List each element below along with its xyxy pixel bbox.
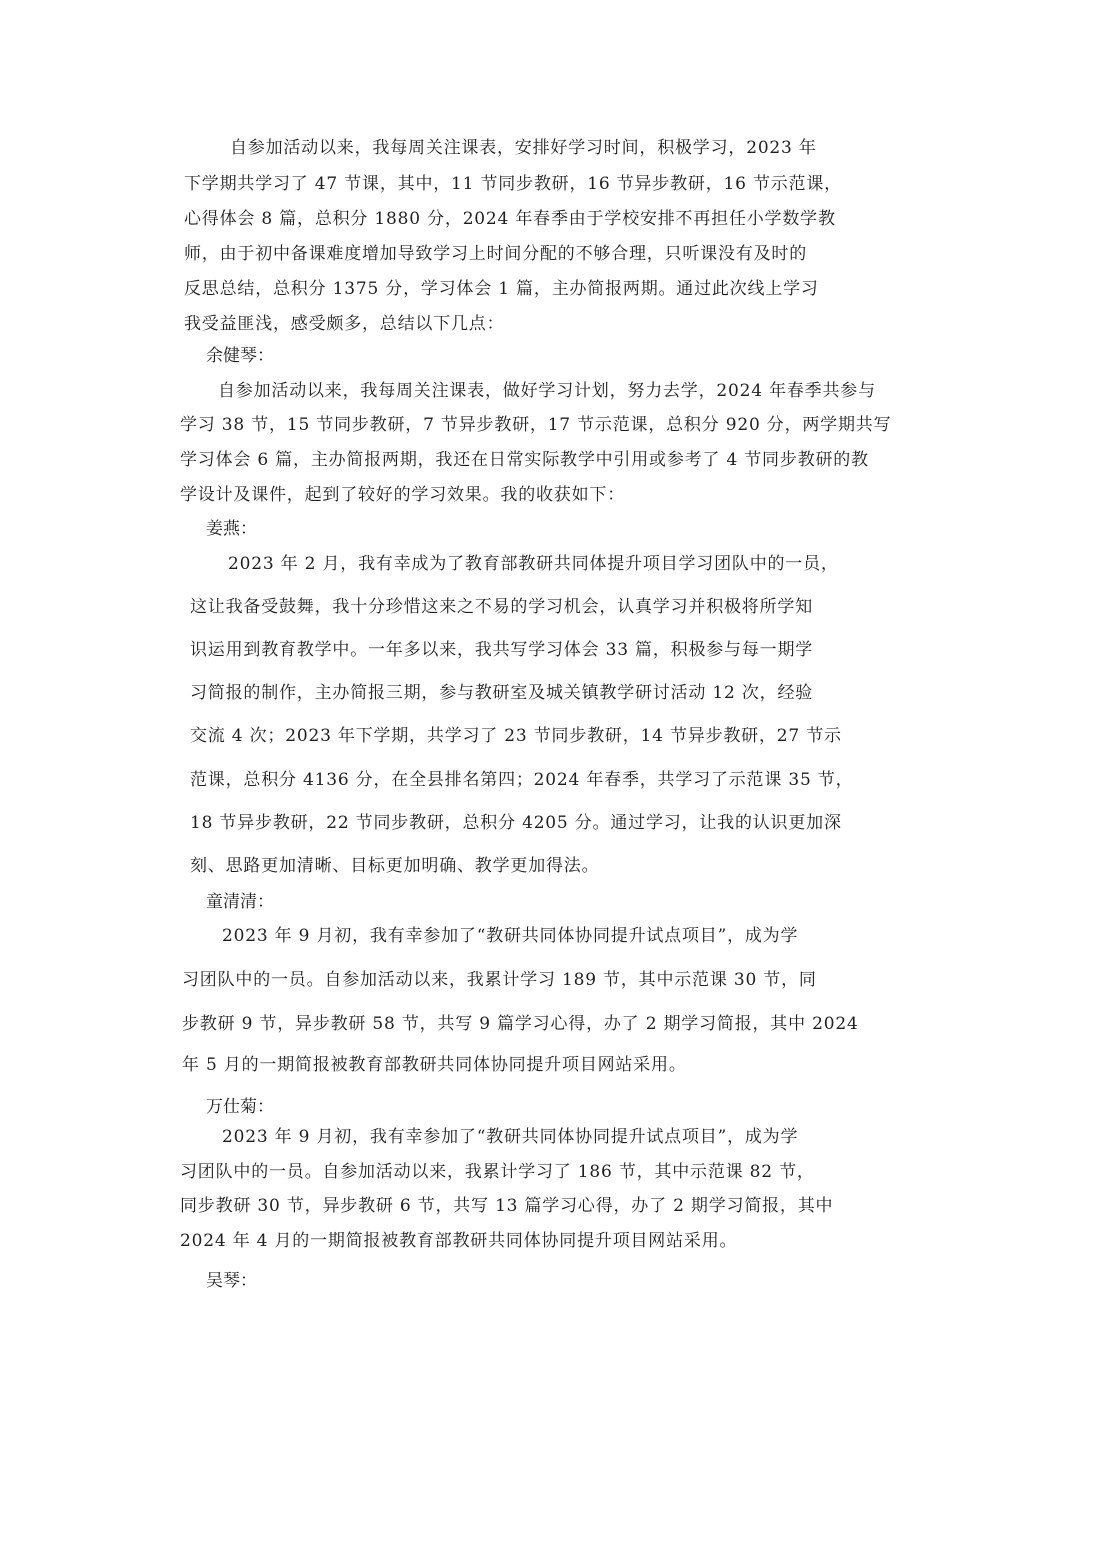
- paragraph-line: 2023 年 2 月，我有幸成为了教育部教研共同体提升项目学习团队中的一员，: [228, 554, 839, 574]
- paragraph-line: 学习 38 节，15 节同步教研，7 节异步教研，17 节示范课，总积分 920 分，两学期共写: [180, 415, 892, 435]
- paragraph-line: 学习体会 6 篇，主办简报两期，我还在日常实际教学中引用或参考了 4 节同步教研的教: [180, 450, 869, 470]
- paragraph-line: 心得体会 8 篇，总积分 1880 分，2024 年春季由于学校安排不再担任小学数学教: [184, 209, 836, 229]
- paragraph-line: 年 5 月的一期简报被教育部教研共同体协同提升项目网站采用。: [182, 1055, 687, 1075]
- paragraph-line: 我受益匪浅，感受颇多，总结以下几点：: [184, 314, 505, 334]
- paragraph-line: 习简报的制作，主办简报三期，参与教研室及城关镇教学研讨活动 12 次，经验: [190, 683, 814, 703]
- paragraph-line: 刻、思路更加清晰、目标更加明确、教学更加得法。: [190, 856, 600, 876]
- paragraph-line: 18 节异步教研，22 节同步教研，总积分 4205 分。通过学习，让我的认识更加深: [190, 813, 842, 833]
- paragraph-line: 2024 年 4 月的一期简报被教育部教研共同体协同提升项目网站采用。: [180, 1231, 738, 1251]
- paragraph-line: 自参加活动以来，我每周关注课表，做好学习计划，努力去学，2024 年春季共参与: [218, 381, 876, 401]
- paragraph-line: 自参加活动以来，我每周关注课表，安排好学习时间，积极学习，2023 年: [230, 138, 817, 158]
- paragraph-line: 步教研 9 节，异步教研 58 节，共写 9 篇学习心得，办了 2 期学习简报，其中 2024: [182, 1014, 859, 1034]
- paragraph-line: 反思总结，总积分 1375 分，学习体会 1 篇，主办简报两期。通过此次线上学习: [184, 279, 819, 299]
- teacher-name: 万仕菊：: [206, 1097, 274, 1117]
- paragraph-line: 2023 年 9 月初，我有幸参加了“教研共同体协同提升试点项目”，成为学: [222, 1127, 799, 1147]
- teacher-name: 童清清：: [206, 892, 274, 912]
- paragraph-line: 同步教研 30 节，异步教研 6 节，共写 13 篇学习心得，办了 2 期学习简报，其中: [180, 1196, 834, 1216]
- paragraph-line: 学设计及课件，起到了较好的学习效果。我的收获如下：: [180, 485, 625, 505]
- paragraph-line: 交流 4 次；2023 年下学期，共学习了 23 节同步教研，14 节异步教研，27 节示: [190, 726, 842, 746]
- teacher-name: 吴琴：: [206, 1271, 257, 1291]
- teacher-name: 余健琴：: [206, 346, 274, 366]
- paragraph-line: 这让我备受鼓舞，我十分珍惜这来之不易的学习机会，认真学习并积极将所学知: [190, 597, 813, 617]
- paragraph-line: 识运用到教育教学中。一年多以来，我共写学习体会 33 篇，积极参与每一期学: [190, 640, 814, 660]
- paragraph-line: 师，由于初中备课难度增加导致学习上时间分配的不够合理，只听课没有及时的: [184, 244, 807, 264]
- paragraph-line: 习团队中的一员。自参加活动以来，我累计学习 189 节，其中示范课 30 节，同: [182, 970, 817, 990]
- paragraph-line: 习团队中的一员。自参加活动以来，我累计学习了 186 节，其中示范课 82 节，: [180, 1162, 815, 1182]
- paragraph-line: 下学期共学习了 47 节课，其中，11 节同步教研，16 节异步教研，16 节示范课，: [184, 174, 842, 194]
- paragraph-line: 范课，总积分 4136 分，在全县排名第四；2024 年春季，共学习了示范课 35 节，: [190, 770, 854, 790]
- teacher-name: 姜燕：: [206, 519, 257, 539]
- paragraph-line: 2023 年 9 月初，我有幸参加了“教研共同体协同提升试点项目”，成为学: [222, 926, 799, 946]
